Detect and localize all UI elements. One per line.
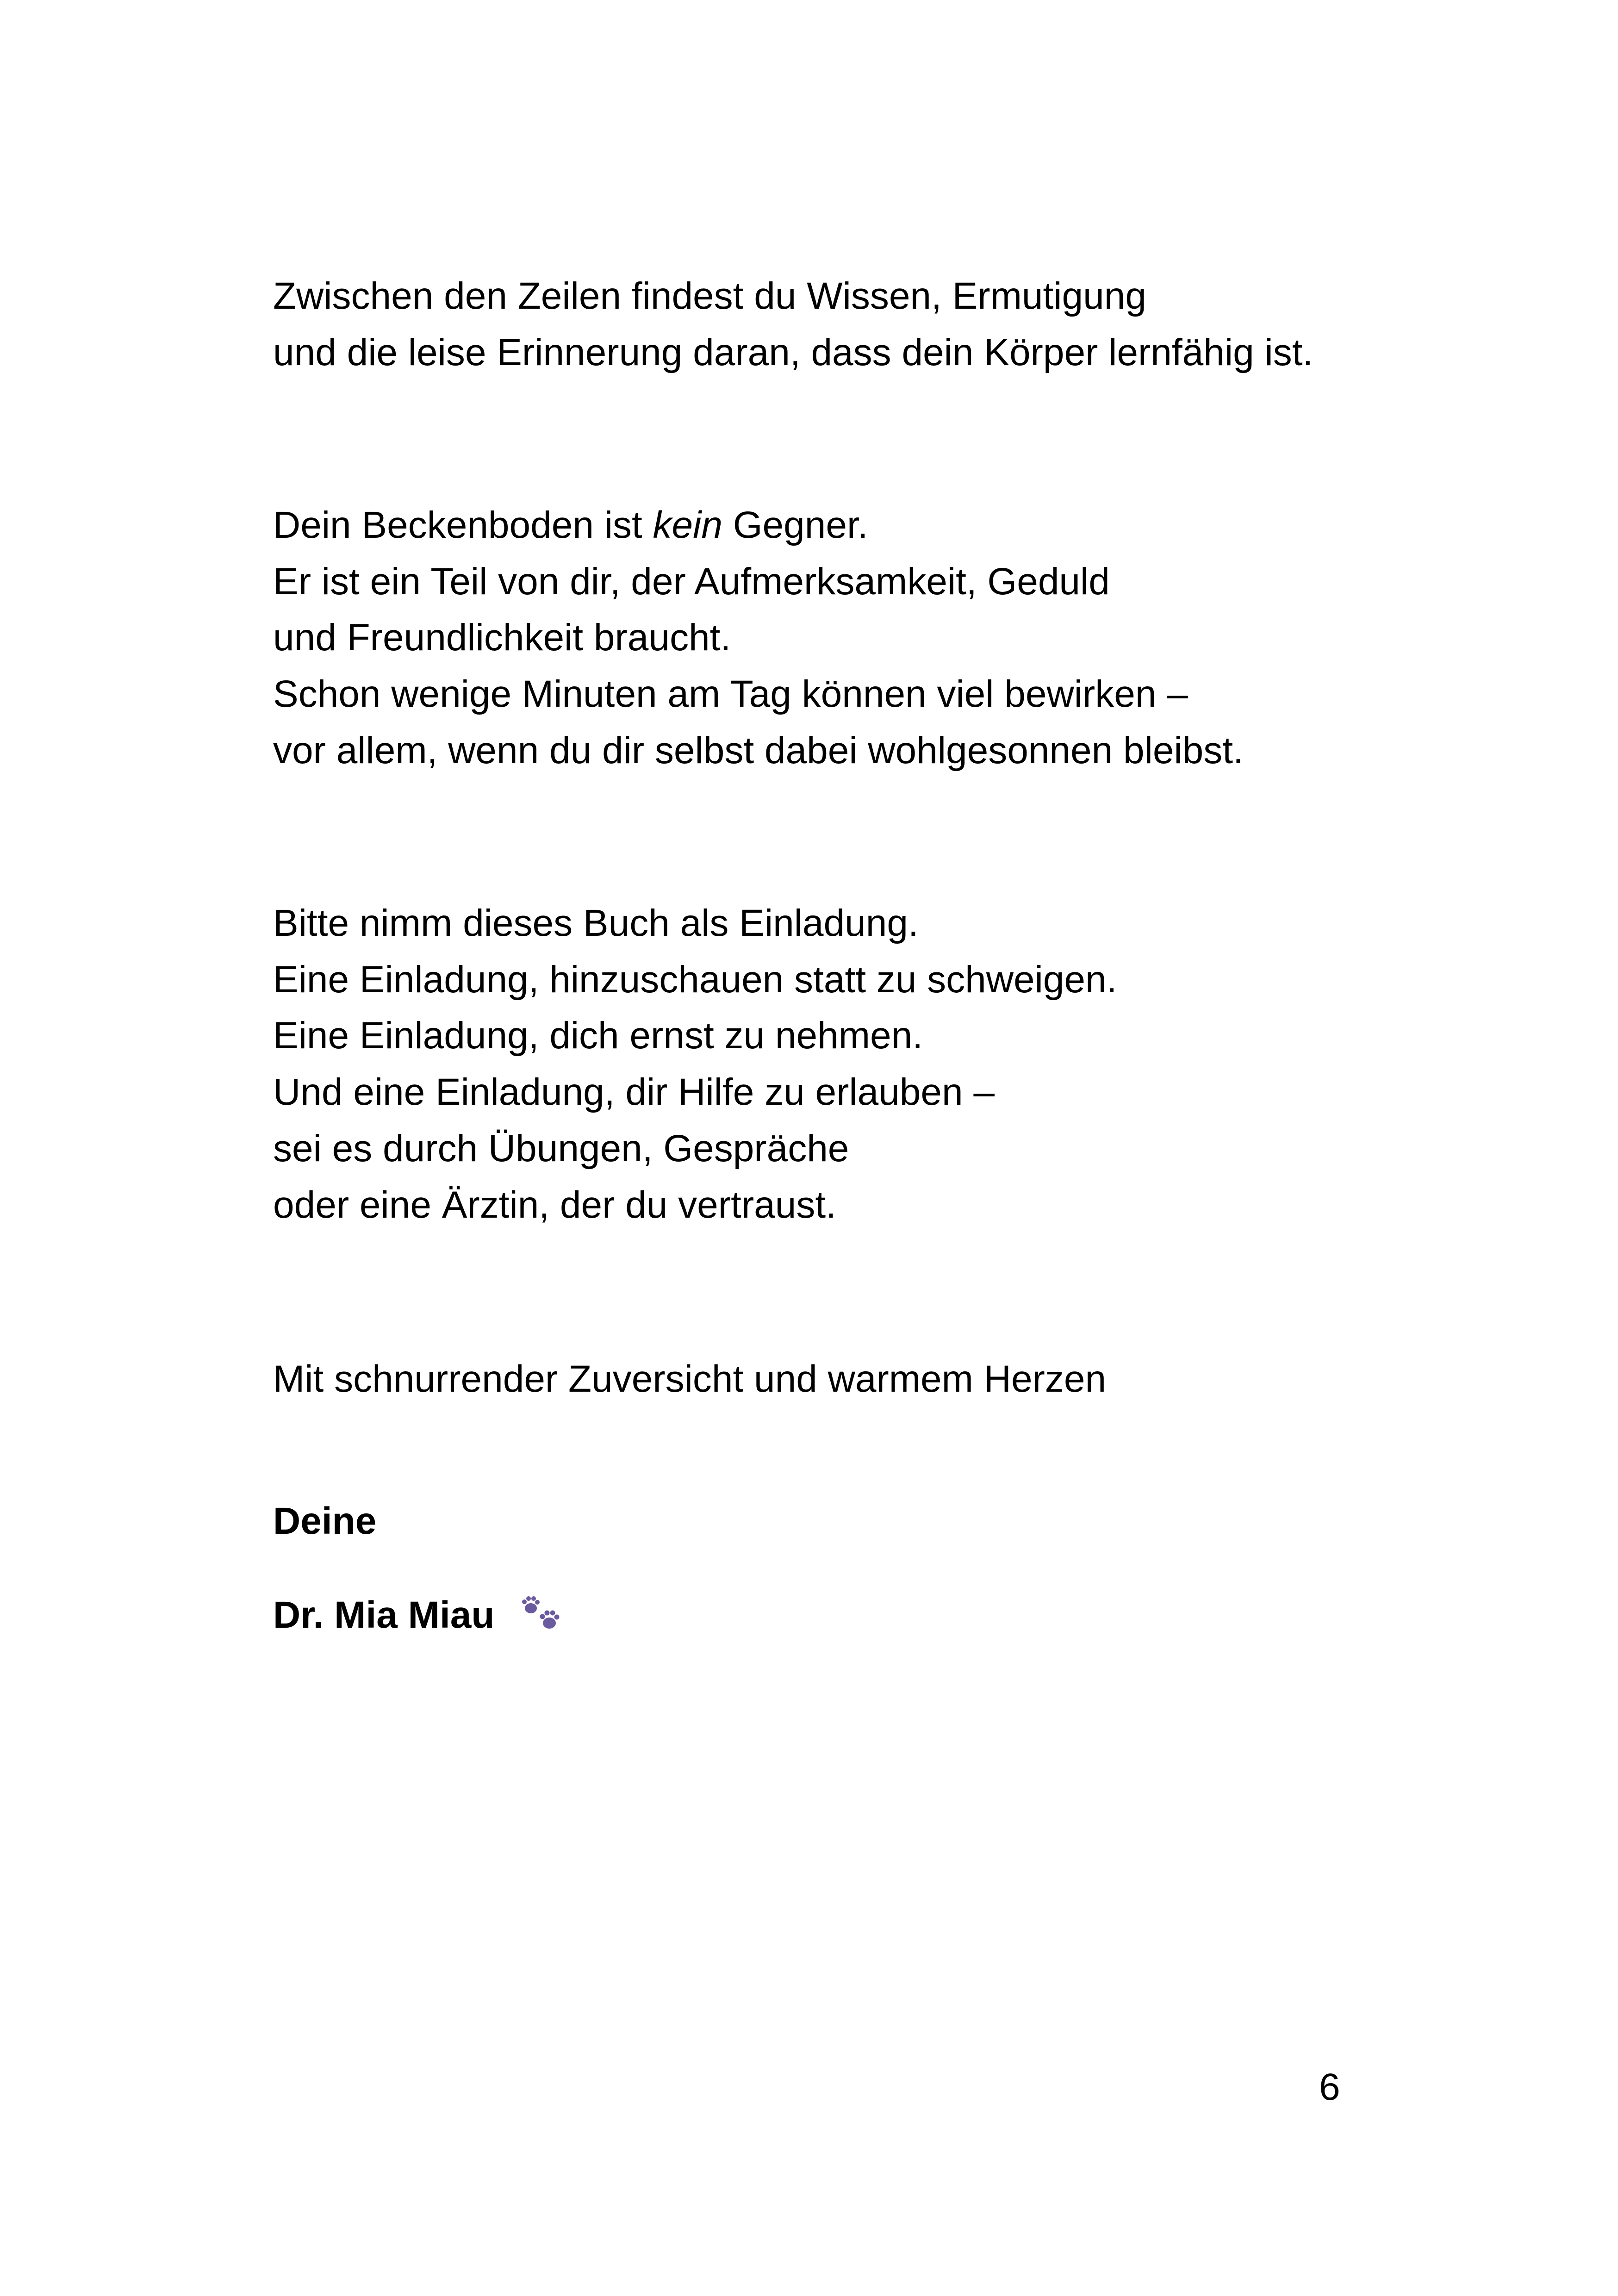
- paragraph-2-line-5: vor allem, wenn du dir selbst dabei wohlgesonnen bleibst.: [273, 729, 1244, 772]
- paragraph-3-line-1: Bitte nimm dieses Buch als Einladung.: [273, 902, 919, 944]
- closing-line: Mit schnurrender Zuversicht und warmem Herzen: [273, 1358, 1107, 1400]
- paragraph-2-line-1-start: Dein Beckenboden ist: [273, 504, 653, 546]
- signature-line: [273, 1592, 565, 1638]
- paragraph-2-line-1-end: Gegner.: [722, 504, 868, 546]
- page-number: 6: [1319, 2066, 1340, 2108]
- paragraph-3-line-6: oder eine Ärztin, der du vertraust.: [273, 1184, 836, 1226]
- paragraph-2-line-3: und Freundlichkeit braucht.: [273, 616, 731, 659]
- paragraph-3-line-5: sei es durch Übungen, Gespräche: [273, 1127, 849, 1170]
- paragraph-3-line-4: Und eine Einladung, dir Hilfe zu erlauben –: [273, 1071, 995, 1113]
- paragraph-1-line-1: Zwischen den Zeilen findest du Wissen, Ermutigung: [273, 275, 1146, 317]
- paragraph-3-line-2: Eine Einladung, hinzuschauen statt zu schweigen.: [273, 958, 1117, 1001]
- paragraph-1-line-2: und die leise Erinnerung daran, dass dein Körper lernfähig ist.: [273, 331, 1313, 373]
- signature-name: Dr. Mia Miau: [273, 1594, 495, 1636]
- paragraph-3-line-3: Eine Einladung, dich ernst zu nehmen.: [273, 1014, 923, 1057]
- paragraph-2-line-1: [273, 502, 868, 548]
- emphasis-kein: kein: [653, 504, 722, 546]
- paragraph-2-line-2: Er ist ein Teil von dir, der Aufmerksamkeit, Geduld: [273, 560, 1110, 603]
- signature-greeting: Deine: [273, 1500, 377, 1542]
- paragraph-2-line-4: Schon wenige Minuten am Tag können viel bewirken –: [273, 673, 1188, 715]
- paw-prints-icon: [519, 1593, 565, 1634]
